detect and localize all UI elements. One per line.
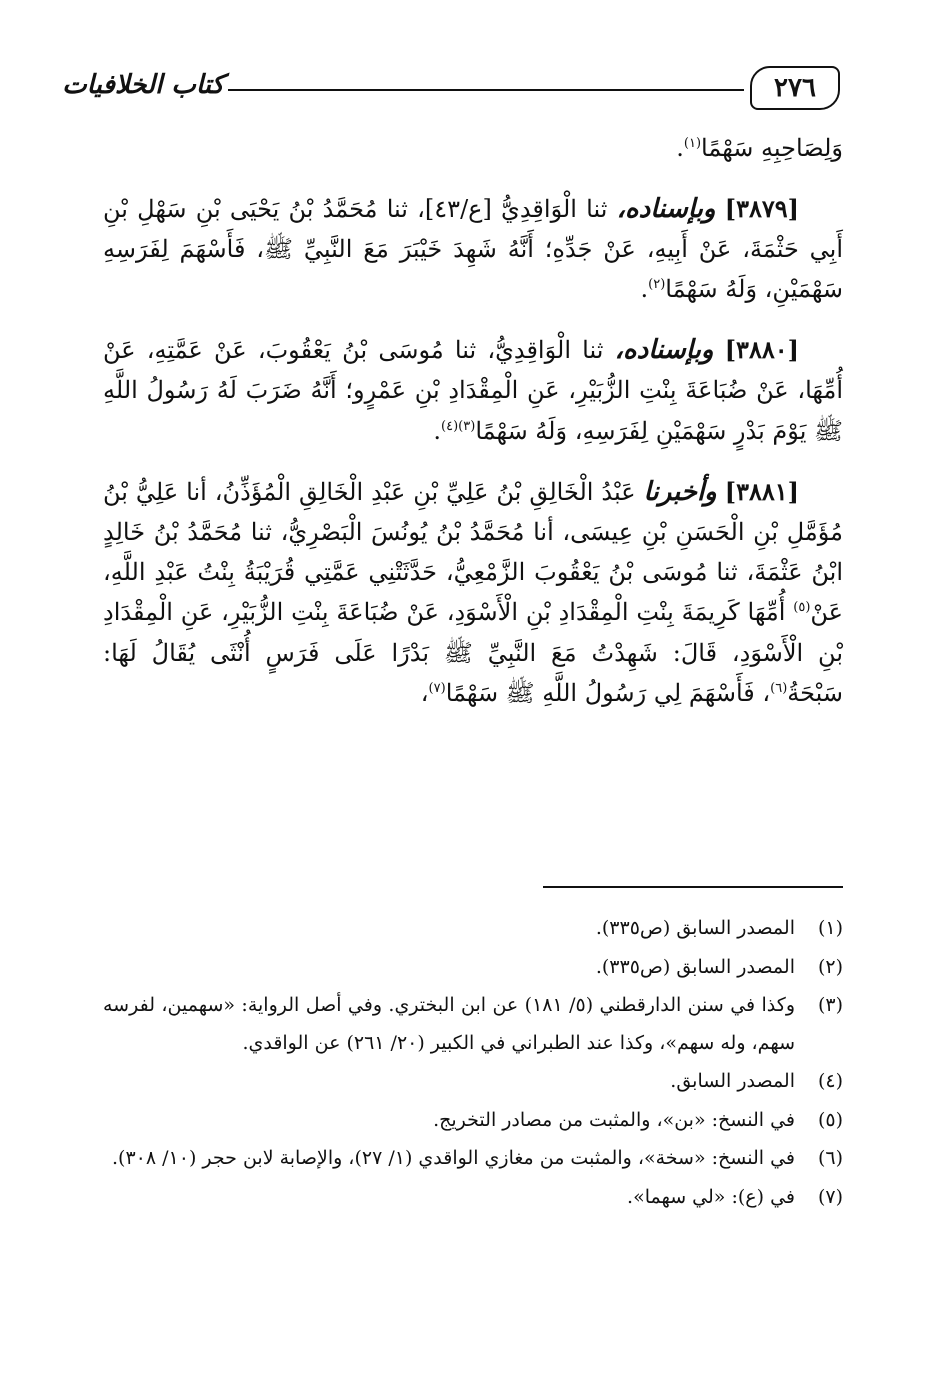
hadith-3879 xyxy=(103,189,843,310)
footnote-text: في (ع): «لي سهما». xyxy=(627,1185,795,1208)
footnote-number: (٢) xyxy=(817,955,843,978)
paragraph-end: . xyxy=(640,275,649,304)
page-header xyxy=(62,66,840,116)
footnote-ref[interactable]: (٦) xyxy=(770,681,788,697)
footnote-text: وكذا في سنن الدارقطني (٥/ ١٨١) عن ابن البختري. وفي أصل الرواية: «سهمين، لفرسه سهم، وله سهم»، وكذا عند الطبراني في الكبير (٢٠/ ٢٦١) عن الواقدي. xyxy=(103,994,795,1054)
paragraph-continuation xyxy=(103,128,843,168)
header-rule xyxy=(228,89,744,91)
footnote-item xyxy=(103,910,843,948)
page-number: ٢٧٦ xyxy=(750,66,840,110)
footnote-number: (٥) xyxy=(817,1108,843,1131)
footnote-ref[interactable]: (٢) xyxy=(648,277,666,293)
footnote-number: (١) xyxy=(817,917,843,939)
hadith-text: ، فَأَسْهَمَ لِي رَسُولُ اللَّهِ ﷺ سَهْمًا xyxy=(445,679,771,708)
footnote-text: المصدر السابق (ص٣٣٥). xyxy=(595,917,795,939)
book-title: كتاب الخلافيات xyxy=(62,70,224,100)
footnote-ref[interactable]: (١) xyxy=(683,136,702,151)
paragraph-text: وَلِصَاحِبِهِ سَهْمًا xyxy=(701,134,843,162)
hadith-text: ثنا الْوَاقِدِيُّ [ع/٤٣]، ثنا مُحَمَّدُ بْنُ يَحْيَى بْنِ سَهْلِ بْنِ أَبِي حَثْمَةَ، عَنْ أَبِيهِ، عَنْ جَدِّهِ؛ أَنَّهُ شَهِدَ خَيْبَرَ مَعَ النَّبِيِّ ﷺ، فَأَسْهَمَ لِفَرَسِهِ سَهْمَيْنِ، وَلَهُ سَهْمًا xyxy=(103,194,843,304)
footnote-text: في النسخ: «سخة»، والمثبت من مغازي الواقدي (١/ ٢٧)، والإصابة لابن حجر (١٠/ ٣٠٨). xyxy=(112,1147,795,1169)
hadith-text: أُمِّهَا كَرِيمَةَ بِنْتِ الْمِقْدَادِ بْنِ الْأَسْوَدِ، عَنْ ضُبَاعَةَ بِنْتِ الزُّبَيْرِ، عَنِ الْمِقْدَادِ بْنِ الْأَسْوَدِ، قَالَ: شَهِدْتُ مَعَ النَّبِيِّ ﷺ بَدْرًا عَلَى فَرَسٍ أُنْثَى يُقَالُ لَهَا: سَبْحَةُ xyxy=(103,598,843,708)
footnote-number: (٧) xyxy=(817,1185,843,1208)
footnote-text: المصدر السابق (ص٣٣٥). xyxy=(595,955,795,978)
hadith-3881 xyxy=(103,472,843,714)
footnote-item xyxy=(103,1063,843,1101)
footnote-text: المصدر السابق. xyxy=(670,1070,795,1092)
footnote-item xyxy=(103,1179,843,1217)
footnote-text: في النسخ: «بن»، والمثبت من مصادر التخريج. xyxy=(433,1108,795,1131)
chain-keyword: وبإسناده، xyxy=(614,335,714,366)
footnote-number: (٤) xyxy=(817,1070,843,1092)
footnote-item xyxy=(103,1140,843,1178)
footnote-ref[interactable]: (٧) xyxy=(428,681,446,697)
footnote-ref[interactable]: (٣)(٤) xyxy=(441,418,476,434)
footnote-number: (٣) xyxy=(817,994,843,1016)
footnote-number: (٦) xyxy=(817,1147,843,1169)
footnote-item xyxy=(103,1102,843,1140)
footnotes xyxy=(103,910,843,1217)
paragraph-end: ، xyxy=(420,679,429,708)
hadith-number: [٣٨٨٠] xyxy=(724,335,799,365)
hadith-number: [٣٨٧٩] xyxy=(724,193,799,223)
footnote-separator xyxy=(543,886,843,888)
paragraph-end: . xyxy=(676,134,684,162)
hadith-3880 xyxy=(103,330,843,451)
hadith-text: عَبْدُ الْخَالِقِ بْنُ عَلِيِّ بْنِ عَبْدِ الْخَالِقِ الْمُؤَذِّنُ، أنا عَلِيُّ بْنُ مُؤَمَّلِ بْنِ الْحَسَنِ بْنِ عِيسَى، أنا مُحَمَّدُ بْنُ يُونُسَ الْبَصْرِيُّ، ثنا مُحَمَّدُ بْنُ خَالِدٍ ابْنُ عَثْمَةَ، ثنا مُوسَى بْنُ يَعْقُوبَ الزَّمْعِيُّ، حَدَّثَتْنِي عَمَّتِي قُرَيْبَةُ بِنْتُ عَبْدِ اللَّهِ، عَنْ xyxy=(103,477,844,627)
chain-keyword: وبإسناده، xyxy=(616,193,716,224)
hadith-number: [٣٨٨١] xyxy=(724,476,799,506)
footnote-ref[interactable]: (٥) xyxy=(793,600,811,616)
chain-keyword: وأخبرنا xyxy=(643,476,717,507)
paragraph-end: . xyxy=(433,416,442,445)
footnote-item xyxy=(103,987,843,1062)
footnote-item xyxy=(103,949,843,987)
hadith-text: ثنا الْوَاقِدِيُّ، ثنا مُوسَى بْنُ يَعْقُوبَ، عَنْ عَمَّتِهِ، عَنْ أُمِّهَا، عَنْ ضُبَاعَةَ بِنْتِ الزُّبَيْرِ، عَنِ الْمِقْدَادِ بْنِ عَمْرٍو؛ أَنَّهُ ضَرَبَ لَهُ رَسُولُ اللَّهِ ﷺ يَوْمَ بَدْرٍ سَهْمَيْنِ لِفَرَسِهِ، وَلَهُ سَهْمًا xyxy=(103,336,844,445)
main-text xyxy=(103,128,843,734)
